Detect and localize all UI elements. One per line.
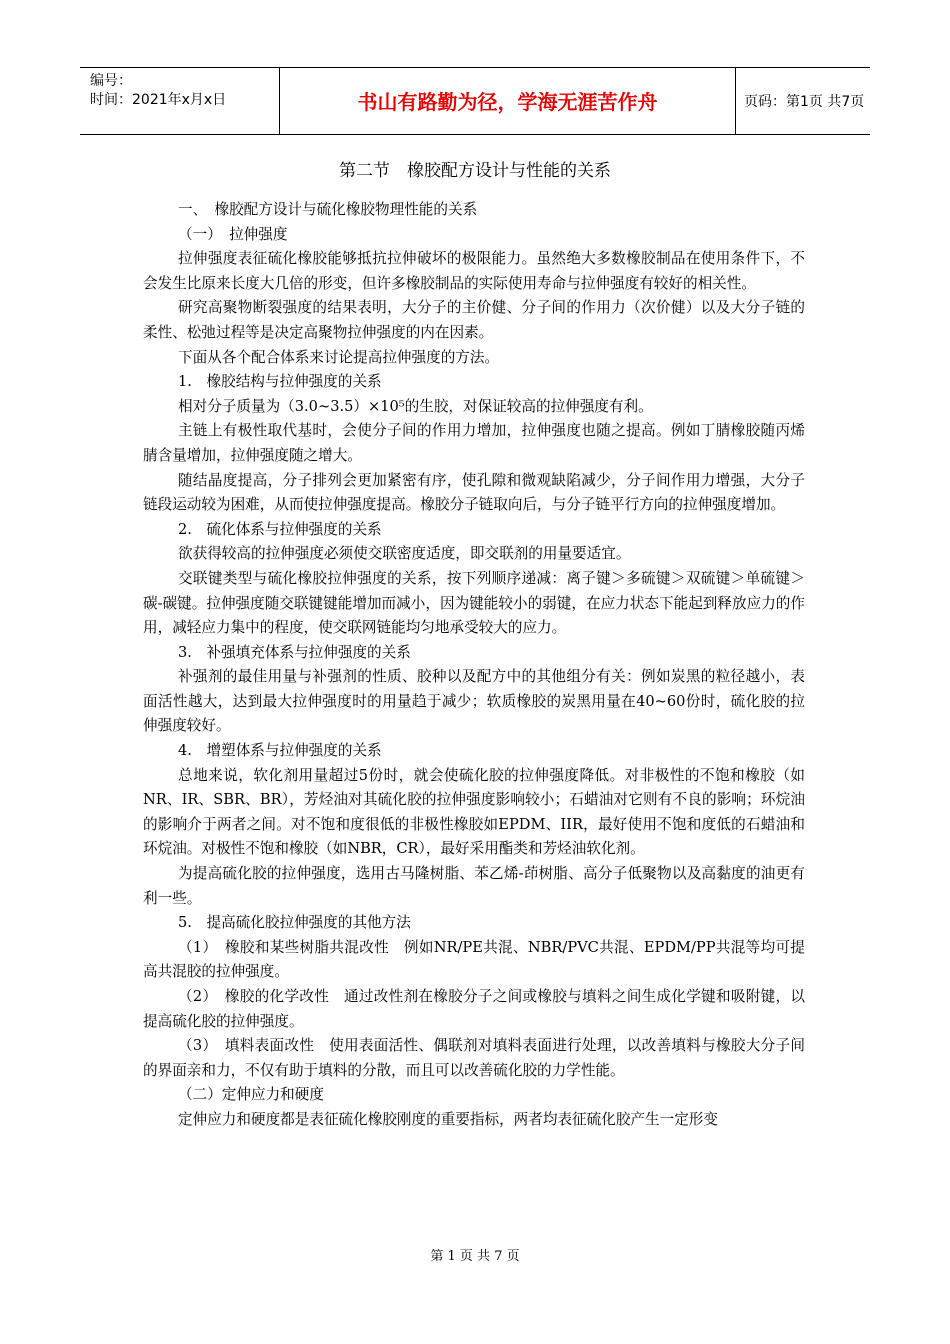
body-paragraph: 研究高聚物断裂强度的结果表明，大分子的主价健、分子间的作用力（次价健）以及大分子链的柔性、松弛过程等是决定高聚物拉伸强度的内在因素。	[143, 299, 805, 341]
header-page-number: 页码：第1页 共7页	[744, 94, 865, 110]
body-paragraph: 下面从各个配合体系来讨论提高拉伸强度的方法。	[178, 348, 500, 366]
document-date-label: 时间：2021年x月x日	[90, 92, 227, 108]
heading-level3: 4. 增塑体系与拉伸强度的关系	[178, 742, 382, 760]
document-header	[80, 67, 870, 135]
body-paragraph: 交联键类型与硫化橡胶拉伸强度的关系，按下列顺序递减：离子键＞多硫键＞双硫键＞单硫键＞碳-碳键。拉伸强度随交联键键能增加而减小，因为键能较小的弱键，在应力状态下能起到释放应力的作用，减轻应力集中的程度，使交联网链能均匀地承受较大的应力。	[143, 569, 805, 637]
header-motto: 书山有路勤为径，学海无涯苦作舟	[357, 90, 658, 114]
body-paragraph: 补强剂的最佳用量与补强剂的性质、胶种以及配方中的其他组分有关：例如炭黑的粒径越小，表面活性越大，达到最大拉伸强度时的用量趋于减少；软质橡胶的炭黑用量在40~60份时，硫化胶的拉伸强度较好。	[143, 668, 805, 735]
heading-level3: 5. 提高硫化胶拉伸强度的其他方法	[178, 914, 411, 932]
heading-level2: （二）定伸应力和硬度	[178, 1086, 324, 1104]
heading-level3: 2. 硫化体系与拉伸强度的关系	[178, 520, 382, 538]
heading-level2: （一） 拉伸强度	[178, 225, 288, 243]
body-paragraph: 随结晶度提高，分子排列会更加紧密有序，使孔隙和微观缺陷减少，分子间作用力增强，大分子链段运动较为困难，从而使拉伸强度提高。橡胶分子链取向后，与分子链平行方向的拉伸强度增加。	[143, 471, 805, 514]
body-paragraph: 主链上有极性取代基时，会使分子间的作用力增加，拉伸强度也随之提高。例如丁腈橡胶随丙烯腈含量增加，拉伸强度随之增大。	[143, 422, 805, 464]
body-paragraph: 定伸应力和硬度都是表征硫化橡胶刚度的重要指标，两者均表征硫化胶产生一定形变	[178, 1110, 718, 1128]
header-page-cell	[736, 68, 870, 134]
heading-level1: 一、 橡胶配方设计与硫化橡胶物理性能的关系	[178, 201, 478, 218]
body-paragraph: 欲获得较高的拉伸强度必须使交联密度适度，即交联剂的用量要适宜。	[178, 545, 631, 563]
heading-level3: 1. 橡胶结构与拉伸强度的关系	[178, 373, 382, 391]
header-info-cell	[80, 68, 280, 134]
body-paragraph: 总地来说，软化剂用量超过5份时，就会使硫化胶的拉伸强度降低。对非极性的不饱和橡胶（如NR、IR、SBR、BR），芳烃油对其硫化胶的拉伸强度影响较小；石蜡油对它则有不良的影响；环烷油的影响介于两者之间。对不饱和度很低的非极性橡胶如EPDM、IIR，最好使用不饱和度低的石蜡油和环烷油。对极性不饱和橡胶（如NBR，CR），最好采用酯类和芳烃油软化剂。	[143, 766, 805, 858]
document-body	[143, 198, 805, 1133]
page-footer: 第 1 页 共 7 页	[430, 1249, 520, 1264]
header-motto-cell	[280, 68, 736, 134]
heading-level3: 3. 补强填充体系与拉伸强度的关系	[178, 643, 411, 661]
document-number-label: 编号：	[90, 73, 132, 89]
body-paragraph: （2） 橡胶的化学改性 通过改性剂在橡胶分子之间或橡胶与填料之间生成化学键和吸附键，以提高硫化胶的拉伸强度。	[143, 988, 805, 1030]
body-paragraph: （3） 填料表面改性 使用表面活性、偶联剂对填料表面进行处理，以改善填料与橡胶大分子间的界面亲和力，不仅有助于填料的分散，而且可以改善硫化胶的力学性能。	[143, 1037, 805, 1079]
body-paragraph: 为提高硫化胶的拉伸强度，选用古马隆树脂、苯乙烯-茚树脂、高分子低聚物以及高黏度的油更有利一些。	[143, 865, 805, 907]
body-paragraph: 拉伸强度表征硫化橡胶能够抵抗拉伸破坏的极限能力。虽然绝大多数橡胶制品在使用条件下，不会发生比原来长度大几倍的形变，但许多橡胶制品的实际使用寿命与拉伸强度有较好的相关性。	[143, 250, 805, 292]
section-title: 第二节 橡胶配方设计与性能的关系	[339, 161, 611, 181]
body-paragraph: （1） 橡胶和某些树脂共混改性 例如NR/PE共混、NBR/PVC共混、EPDM/PP共混等均可提高共混胶的拉伸强度。	[143, 938, 805, 981]
body-paragraph: 相对分子质量为（3.0~3.5）×10⁵的生胶，对保证较高的拉伸强度有利。	[178, 397, 653, 415]
